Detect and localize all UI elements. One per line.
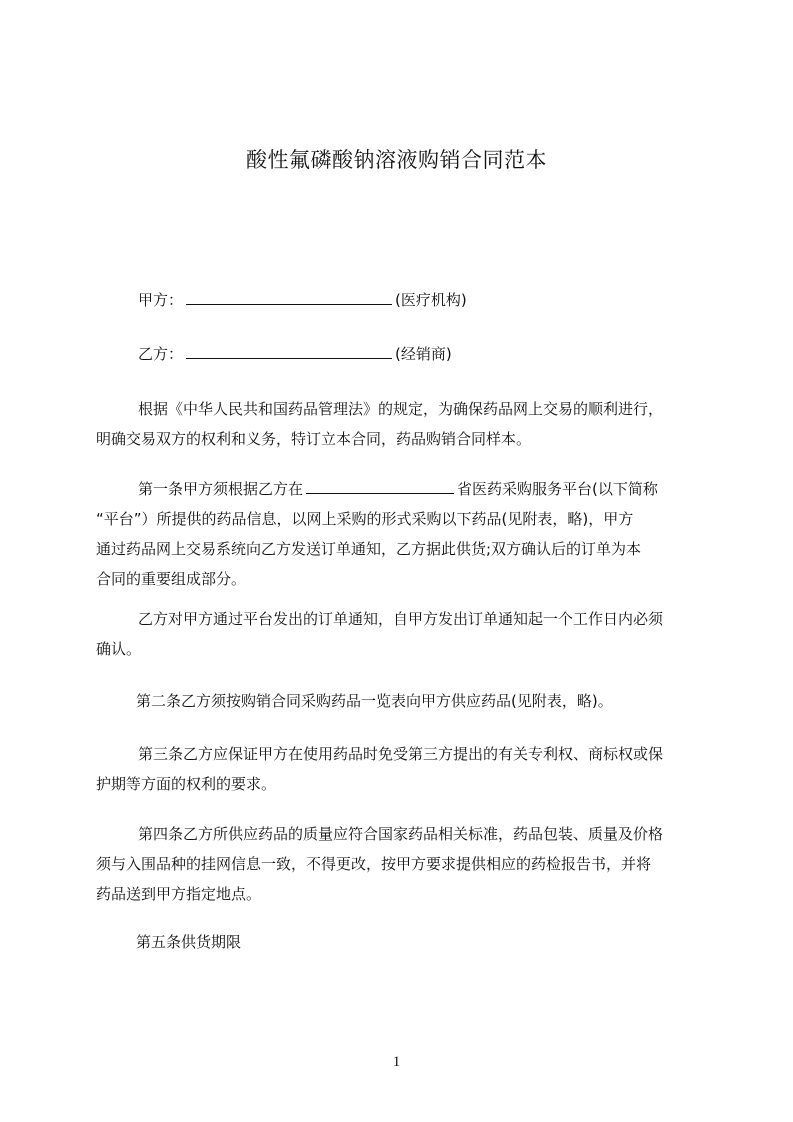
party-b-line [96,339,706,369]
article-1-prefix: 第一条甲方须根据乙方在 [138,480,304,498]
party-b-suffix: (经销商) [395,345,452,363]
article-1-paragraph [96,474,706,594]
party-a-line [96,285,706,315]
article-1-line-3: 通过药品网上交易系统向乙方发送订单通知，乙方据此供货;双方确认后的订单为本 [96,540,642,558]
article-3-line-2: 护期等方面的权利的要求。 [96,775,277,793]
party-a-blank [186,290,392,305]
party-a-suffix: (医疗机构) [395,291,467,309]
party-b-label: 乙方： [138,345,184,363]
order-confirm-line-1: 乙方对甲方通过平台发出的订单通知，自甲方发出订单通知起一个工作日内必须 [138,610,664,628]
article-4-line-1: 第四条乙方所供应药品的质量应符合国家药品相关标准，药品包装、质量及价格 [138,825,664,843]
article-5-line-1: 第五条供货期限 [136,933,242,951]
party-b-blank [186,344,392,359]
preamble-line-2: 明确交易双方的权利和义务，特订立本合同，药品购销合同样本。 [96,430,532,448]
article-1-blank [306,479,454,494]
article-2-line-1: 第二条乙方须按购销合同采购药品一览表向甲方供应药品(见附表，略)。 [136,692,613,710]
document-title: 酸性氟磷酸钠溶液购销合同范本 [246,148,547,172]
article-4-line-2: 须与入围品种的挂网信息一致，不得更改，按甲方要求提供相应的药检报告书，并将 [96,855,652,873]
article-5-paragraph [96,927,706,957]
article-1-line-4: 合同的重要组成部分。 [96,570,247,588]
article-3-line-1: 第三条乙方应保证甲方在使用药品时免受第三方提出的有关专利权、商标权或保 [138,745,664,763]
article-1-suffix: 省医药采购服务平台(以下简称 [457,480,658,498]
article-1-line-1 [96,474,706,504]
article-1-line-2: “平台”）所提供的药品信息，以网上采购的形式采购以下药品(见附表，略)，甲方 [96,510,634,528]
order-confirm-line-2: 确认。 [96,640,142,658]
article-4-paragraph [96,819,706,909]
article-4-line-3: 药品送到甲方指定地点。 [96,885,262,903]
page-number: 1 [392,1054,401,1070]
article-2-paragraph [96,686,706,716]
order-confirm-paragraph [96,604,706,664]
article-3-paragraph [96,739,706,799]
preamble-line-1: 根据《中华人民共和国药品管理法》的规定，为确保药品网上交易的顺利进行， [138,400,664,418]
preamble-paragraph [96,394,706,454]
party-a-label: 甲方： [138,291,184,309]
